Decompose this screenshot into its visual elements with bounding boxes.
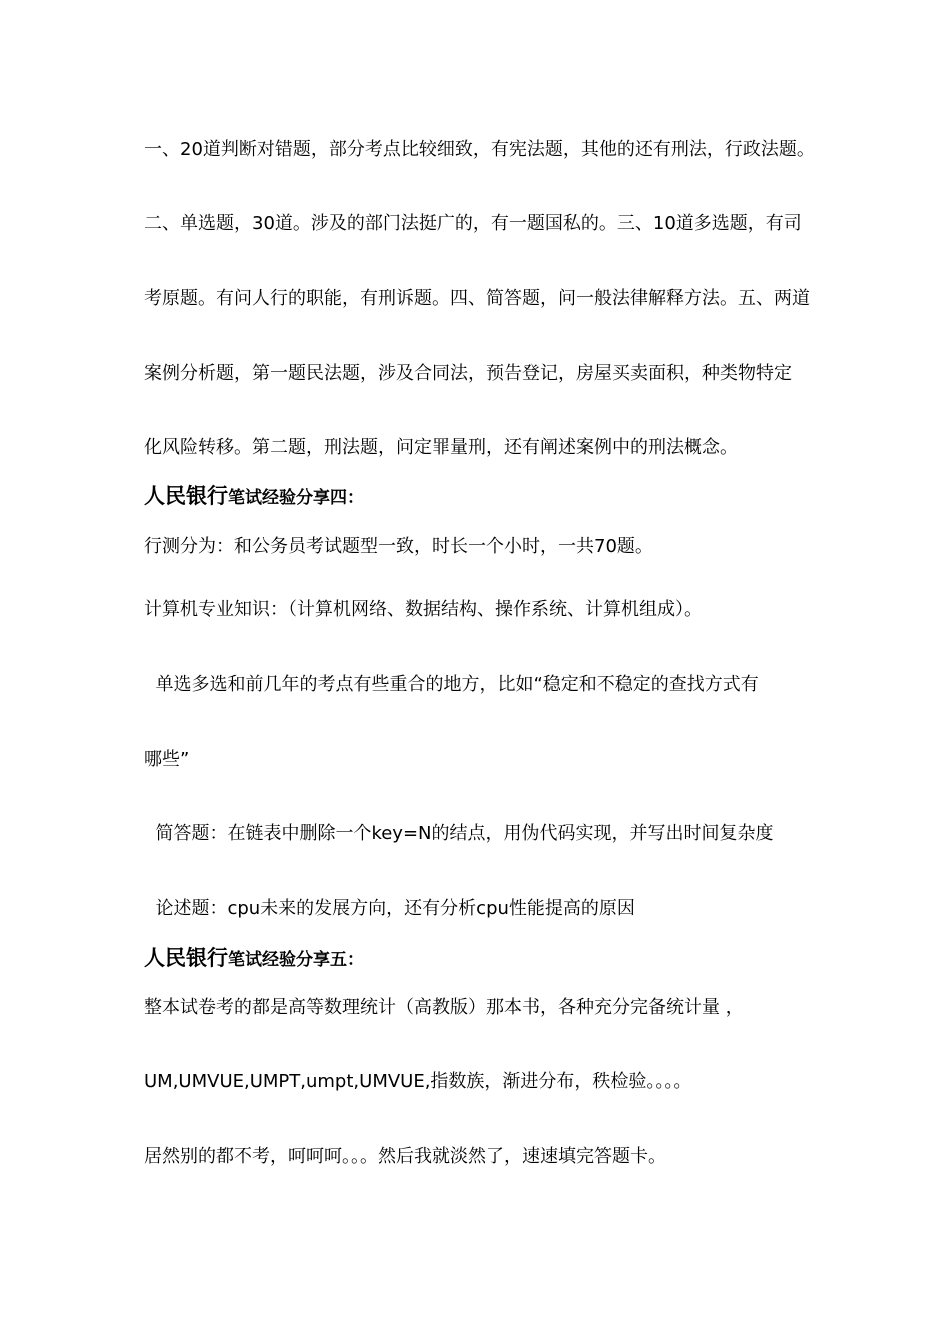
section-5-heading-main: 人民银行 — [144, 945, 228, 970]
section-5-line-2: UM,UMVUE,UMPT,umpt,UMVUE,指数族，渐进分布，秩检验。。。。 — [144, 1071, 692, 1092]
section-5-line-3: 居然别的都不考，呵呵呵。。。然后我就淡然了，速速填完答题卡。 — [144, 1146, 666, 1167]
paragraph-1-line-4: 案例分析题，第一题民法题，涉及合同法，预告登记，房屋买卖面积，种类物特定 — [144, 363, 792, 384]
paragraph-1-line-5: 化风险转移。第二题，刑法题，问定罪量刑，还有阐述案例中的刑法概念。 — [144, 437, 738, 458]
section-4-heading-sub: 笔试经验分享四： — [228, 488, 364, 508]
section-4-line-5: 简答题：在链表中删除一个key=N的结点，用伪代码实现，并写出时间复杂度 — [144, 823, 774, 844]
section-4-line-4: 哪些” — [144, 749, 190, 770]
section-4-line-3: 单选多选和前几年的考点有些重合的地方，比如“稳定和不稳定的查找方式有 — [144, 674, 759, 695]
section-4-line-2: 计算机专业知识：（计算机网络、数据结构、操作系统、计算机组成）。 — [144, 599, 702, 620]
section-5-heading-sub: 笔试经验分享五： — [228, 950, 364, 970]
section-5-heading — [144, 944, 364, 974]
paragraph-1-line-1: 一、20道判断对错题，部分考点比较细致，有宪法题，其他的还有刑法，行政法题。 — [144, 139, 815, 160]
section-4-line-6: 论述题：cpu未来的发展方向，还有分析cpu性能提高的原因 — [144, 898, 635, 919]
section-5-line-1: 整本试卷考的都是高等数理统计（高教版）那本书，各种充分完备统计量 ， — [144, 997, 744, 1018]
section-4-heading-main: 人民银行 — [144, 483, 228, 508]
section-4-line-1: 行测分为：和公务员考试题型一致，时长一个小时，一共70题。 — [144, 536, 653, 557]
section-4-heading — [144, 482, 364, 512]
paragraph-1-line-2: 二、单选题，30道。涉及的部门法挺广的，有一题国私的。三、10道多选题，有司 — [144, 213, 802, 234]
paragraph-1-line-3: 考原题。有问人行的职能，有刑诉题。四、简答题，问一般法律解释方法。五、两道 — [144, 288, 810, 309]
